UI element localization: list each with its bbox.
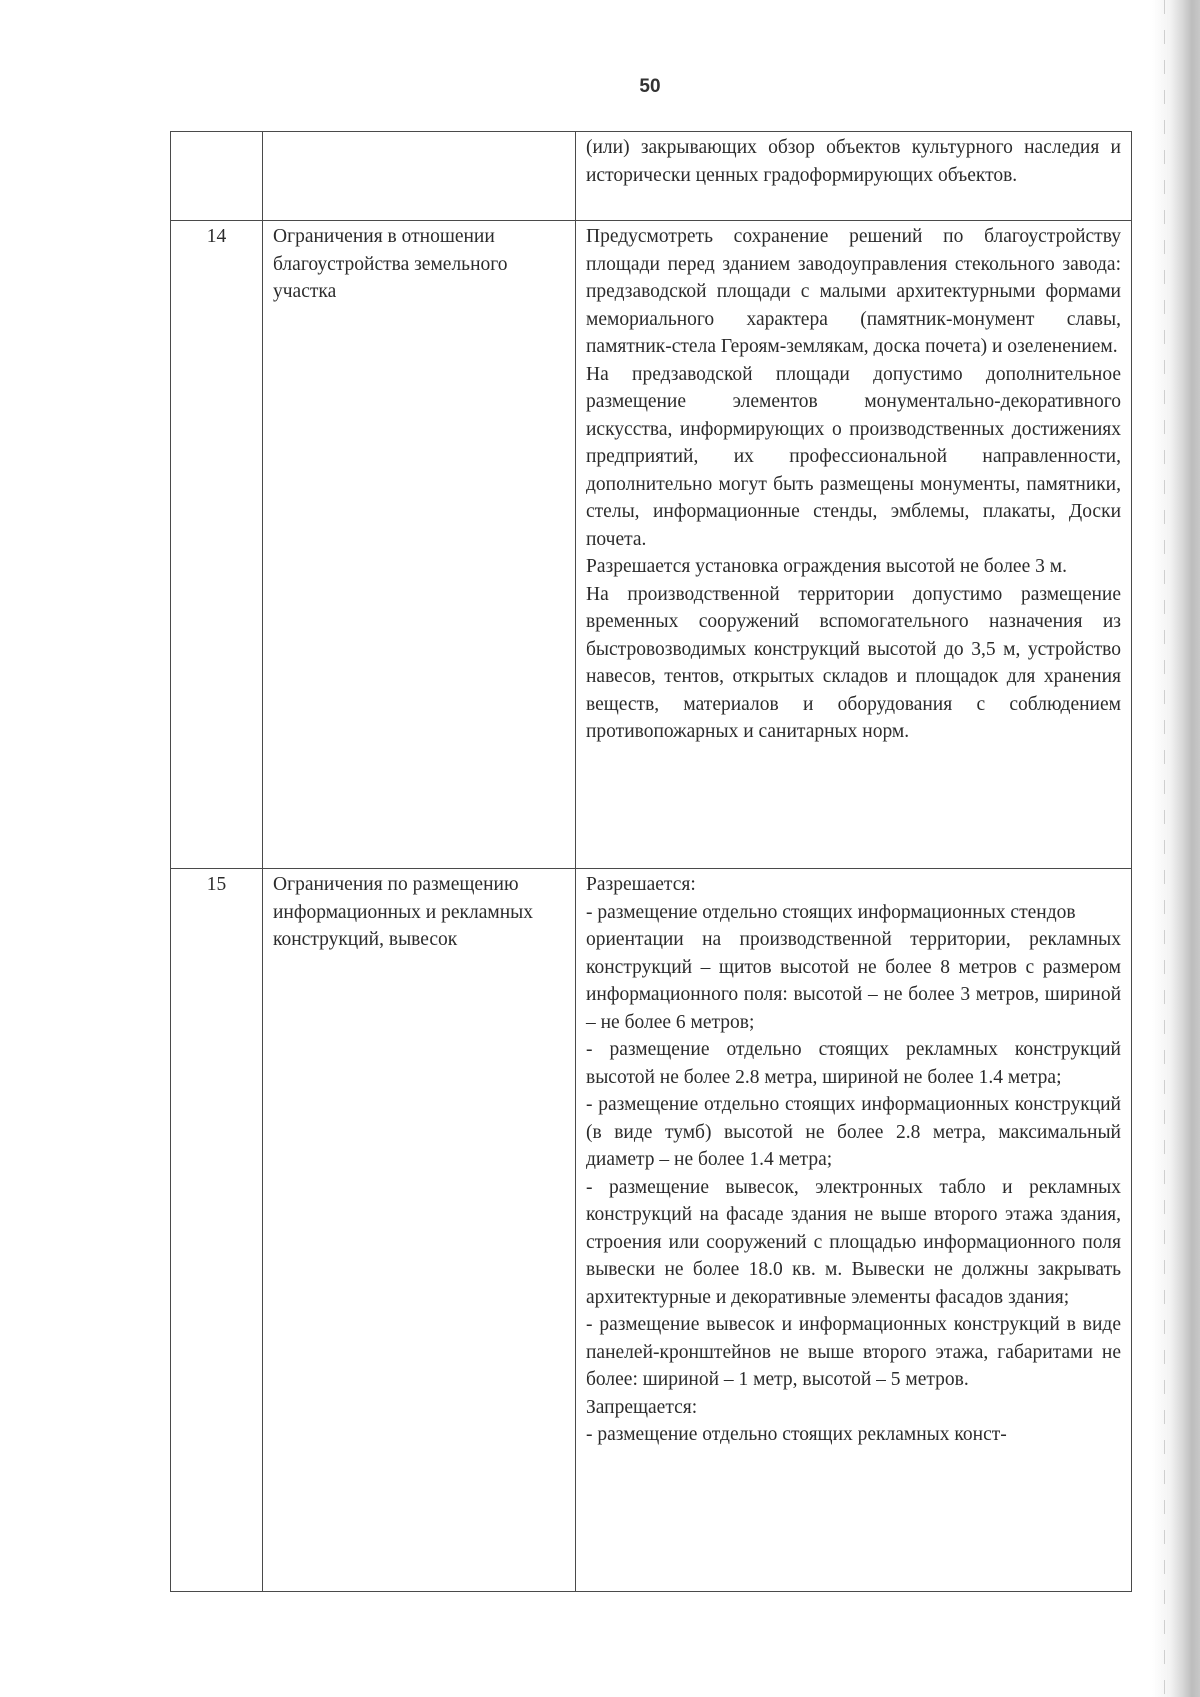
paragraph: - размещение отдельно стоящих информационных стендов: [586, 901, 1076, 923]
table-row-15: [171, 869, 1132, 1592]
row-text: [576, 221, 1132, 869]
row-name: [263, 132, 576, 221]
row-number: 15: [171, 869, 263, 1592]
row-name: Ограничения по размещению информационных и рекламных конструкций, вывесок: [263, 869, 576, 1592]
paragraph: Предусмотреть сохранение решений по благоустройству площади перед зданием заводоуправления стекольного завода: предзаводской площади с малыми архитектурными формами мемориального характера (памятник-монумент славы, памятник-стела Героям-землякам, доска почета) и озеленением.: [586, 226, 1121, 357]
paragraph: - размещение отдельно стоящих рекламных конструкций высотой не более 2.8 метра, шириной не более 1.4 метра;: [586, 1039, 1121, 1088]
scan-edge-shadow: [1152, 0, 1200, 1697]
paragraph: Разрешается установка ограждения высотой не более 3 м.: [586, 556, 1067, 577]
paragraph: ориентации на производственной территории, рекламных конструкций – щитов высотой не более 8 метров с размером информационного поля: высотой – не более 3 метров, шириной – не более 6 метров;: [586, 929, 1121, 1033]
paragraph: На производственной территории допустимо размещение временных сооружений вспомогательного назначения из быстровозводимых конструкций высотой до 3,5 м, устройство навесов, тентов, открытых складов и площадок для хранения веществ, материалов и оборудования с соблюдением противопожарных и санитарных норм.: [586, 583, 1121, 742]
restrictions-table: [170, 131, 1132, 1592]
paragraph: На предзаводской площади допустимо дополнительное размещение элементов монументально-декоративного искусства, информирующих о производственных достижениях предприятий, их профессиональной направленности, дополнительно могут быть размещены монументы, памятники, стелы, информационные стенды, эмблемы, плакаты, Доски почета.: [586, 363, 1121, 550]
row-number: [171, 132, 263, 221]
table-row-14: [171, 221, 1132, 869]
paragraph: Разрешается:: [586, 874, 696, 895]
row-text: [576, 869, 1132, 1592]
row-text: [576, 132, 1132, 221]
paragraph: Запрещается:: [586, 1396, 698, 1418]
paragraph: - размещение отдельно стоящих рекламных конст-: [586, 1424, 1007, 1445]
paragraph: - размещение вывесок, электронных табло и рекламных конструкций на фасаде здания не выше второго этажа здания, строения или сооружений с площадью информационного поля вывески не более 18.0 кв. м. Вывески не должны закрывать архитектурные и декоративные элементы фасадов здания;: [586, 1176, 1121, 1308]
paragraph: - размещение отдельно стоящих информационных конструкций (в виде тумб) высотой не более 2.8 метра, максимальный диаметр – не более 1.4 метра;: [586, 1094, 1121, 1170]
table-row-continuation: [171, 132, 1132, 221]
row-number: 14: [171, 221, 263, 869]
paragraph: (или) закрывающих обзор объектов культурного наследия и исторически ценных градоформирующих объектов.: [586, 137, 1121, 186]
paragraph: - размещение вывесок и информационных конструкций в виде панелей-кронштейнов не выше второго этажа, габаритами не более: шириной – 1 метр, высотой – 5 метров.: [586, 1314, 1121, 1390]
page-number: 50: [639, 76, 661, 97]
row-name: Ограничения в отношении благоустройства земельного участка: [263, 221, 576, 869]
